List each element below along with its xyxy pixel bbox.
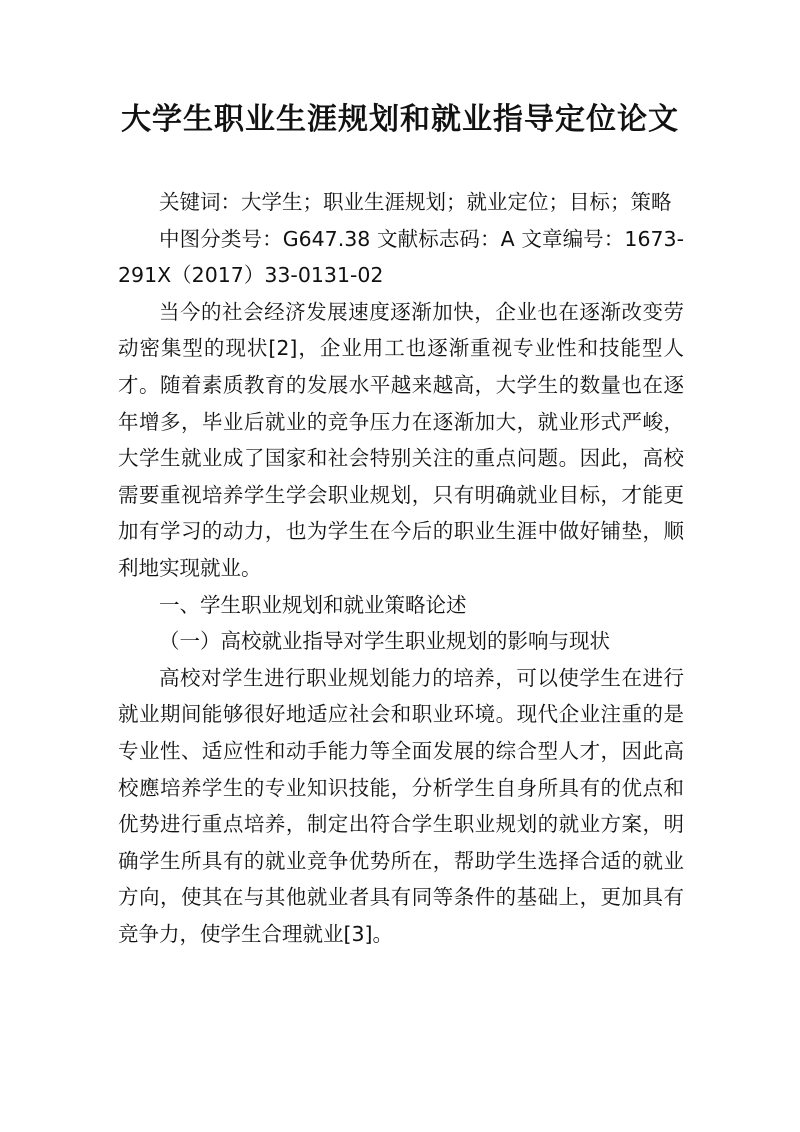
- subsection-heading: （一）高校就业指导对学生职业规划的影响与现状: [159, 629, 610, 654]
- document-body: [118, 184, 684, 952]
- classification-paragraph: 中图分类号：G647.38 文献标志码：A 文章编号：1673-291X（2017）33-0131-02: [118, 226, 684, 288]
- keywords-paragraph: 关键词：大学生；职业生涯规划；就业定位；目标；策略: [159, 190, 672, 214]
- section-heading: 一、学生职业规划和就业策略论述: [159, 592, 467, 617]
- intro-paragraph: 当今的社会经济发展速度逐渐加快，企业也在逐渐改变劳动密集型的现状[2]，企业用工也逐渐重视专业性和技能型人才。随着素质教育的发展水平越来越高，大学生的数量也在逐年增多，毕业后就业的竞争压力在逐渐加大，就业形式严峻，大学生就业成了国家和社会特别关注的重点问题。因此，高校需要重视培养学生学会职业规划，只有明确就业目标，才能更加有学习的动力，也为学生在今后的职业生涯中做好铺垫，顺利地实现就业。: [118, 299, 684, 580]
- body-paragraph: 高校对学生进行职业规划能力的培养，可以使学生在进行就业期间能够很好地适应社会和职业环境。现代企业注重的是专业性、适应性和动手能力等全面发展的综合型人才，因此高校應培养学生的专业知识技能，分析学生自身所具有的优点和优势进行重点培养，制定出符合学生职业规划的就业方案，明确学生所具有的就业竞争优势所在，帮助学生选择合适的就业方向，使其在与其他就业者具有同等条件的基础上，更加具有竞争力，使学生合理就业[3]。: [118, 665, 684, 946]
- document-title: 大学生职业生涯规划和就业指导定位论文: [121, 102, 679, 137]
